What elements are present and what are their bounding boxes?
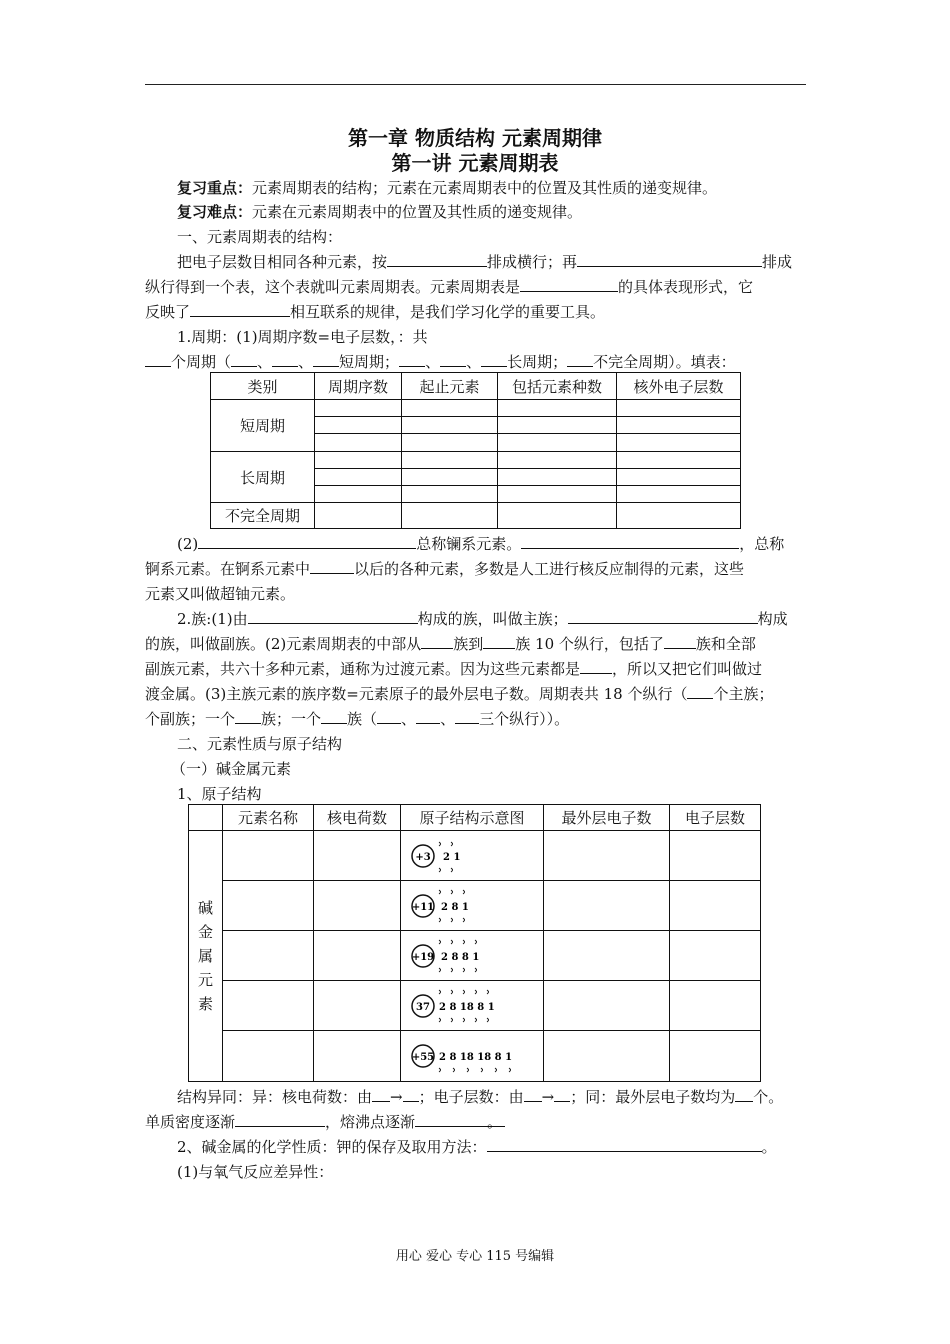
atom-structure-icon <box>409 986 519 1026</box>
atom-structure-icon <box>409 936 519 976</box>
section2-item3: (1)与氧气反应差异性： <box>177 1163 334 1181</box>
blank[interactable] <box>321 707 347 724</box>
section2-heading: 二、元素性质与原子结构 <box>177 735 343 753</box>
atom-structure-icon <box>409 1036 529 1076</box>
th: 起止元素 <box>402 373 498 400</box>
text: 、 <box>440 710 456 728</box>
nucleus: +55 <box>411 1052 435 1063</box>
s1-p3-a: 反映了 <box>145 303 191 321</box>
blank[interactable] <box>440 350 466 367</box>
cell[interactable] <box>544 981 670 1031</box>
s1-p4 <box>145 532 838 556</box>
cell[interactable] <box>315 417 402 434</box>
text: 单质密度逐渐 <box>145 1113 236 1131</box>
cell[interactable] <box>402 452 498 469</box>
text: 个周期（ <box>171 353 232 371</box>
cell[interactable] <box>315 503 402 529</box>
blank[interactable] <box>524 1085 542 1102</box>
th-blank <box>189 805 223 831</box>
cell[interactable] <box>315 469 402 486</box>
blank[interactable] <box>416 707 440 724</box>
section2-item1: 1、原子结构 <box>177 785 262 803</box>
text: 的族，叫做副族。(2)元素周期表的中部从 <box>145 635 422 653</box>
review-diff-text: 元素在元素周期表中的位置及其性质的递变规律。 <box>252 203 583 221</box>
cell[interactable] <box>402 400 498 417</box>
blank[interactable] <box>190 300 290 317</box>
s1-p3-b: 相互联系的规律，是我们学习化学的重要工具。 <box>290 303 606 321</box>
th: 电子层数 <box>670 805 761 831</box>
text: 构成的族，叫做主族； <box>417 610 568 628</box>
text: → <box>541 1088 555 1106</box>
th: 周期序数 <box>315 373 402 400</box>
cell[interactable] <box>315 452 402 469</box>
th: 核外电子层数 <box>617 373 741 400</box>
nucleus: +19 <box>411 951 435 963</box>
text: 族和全部 <box>695 635 756 653</box>
s1-p1-b: 排成横行；再 <box>487 253 578 271</box>
shells: 2 8 8 1 <box>441 951 480 963</box>
blank[interactable] <box>421 632 453 649</box>
shells: 2 8 18 8 1 <box>439 1001 495 1013</box>
th: 原子结构示意图 <box>401 805 544 831</box>
th: 包括元素种数 <box>498 373 617 400</box>
cell[interactable] <box>314 831 401 881</box>
atom-diagram-li <box>401 831 544 881</box>
cell[interactable] <box>670 1031 761 1082</box>
text: ，熔沸点逐渐 <box>325 1113 416 1131</box>
text: 锕系元素。在锕系元素中 <box>145 560 311 578</box>
blank[interactable] <box>568 607 758 624</box>
section2-sub: （一）碱金属元素 <box>171 760 292 778</box>
text: 、 <box>401 710 417 728</box>
th: 类别 <box>211 373 315 400</box>
cell[interactable] <box>402 434 498 452</box>
th: 核电荷数 <box>314 805 401 831</box>
group-line-4 <box>145 682 806 706</box>
text: 属 <box>197 947 213 965</box>
s1-p2 <box>145 275 806 299</box>
atom-diagram-na <box>401 881 544 931</box>
blank[interactable] <box>735 1085 753 1102</box>
shells: 2 8 1 <box>441 901 469 913</box>
atom-structure-icon <box>409 836 519 876</box>
group-line-1 <box>145 607 838 631</box>
text: ，所以又把它们叫做过 <box>612 660 763 678</box>
blank[interactable] <box>483 632 515 649</box>
cell[interactable] <box>223 881 314 931</box>
cell[interactable] <box>544 881 670 931</box>
s1-p2-b: 的具体表现形式，它 <box>618 278 754 296</box>
nucleus: +3 <box>415 851 431 863</box>
s1-p2-a: 纵行得到一个表，这个表就叫元素周期表。元素周期表是 <box>145 278 521 296</box>
cell[interactable] <box>402 469 498 486</box>
text: 。 <box>761 1138 777 1156</box>
text: 、 <box>298 353 314 371</box>
blank[interactable] <box>377 707 401 724</box>
blank[interactable] <box>521 532 739 549</box>
blank[interactable] <box>372 1085 390 1102</box>
cell[interactable] <box>498 469 617 486</box>
cell[interactable] <box>402 503 498 529</box>
cell[interactable] <box>314 931 401 981</box>
cell[interactable] <box>544 1031 670 1082</box>
s1-p5 <box>145 557 806 581</box>
text: 族 10 个纵行，包括了 <box>515 635 664 653</box>
s1-p1-c: 排成 <box>762 253 793 271</box>
blank[interactable] <box>235 1110 325 1127</box>
review-key <box>145 176 838 200</box>
group-line-3 <box>145 657 806 681</box>
blank[interactable] <box>687 682 713 699</box>
blank[interactable] <box>310 557 354 574</box>
blank[interactable] <box>554 1085 570 1102</box>
cell[interactable] <box>223 981 314 1031</box>
text: 个主族； <box>713 685 774 703</box>
text: 2、碱金属的化学性质：钾的保存及取用方法： <box>177 1138 487 1156</box>
period-line-b <box>145 350 806 374</box>
cell[interactable] <box>617 434 741 452</box>
cell[interactable] <box>223 831 314 881</box>
text: 。 <box>487 1110 505 1127</box>
text: 元 <box>197 971 213 989</box>
blank[interactable] <box>387 250 487 267</box>
text: 个副族；一个 <box>145 710 236 728</box>
text: ，总称 <box>739 535 785 553</box>
blank[interactable] <box>272 350 298 367</box>
text: 碱 <box>197 899 213 917</box>
text: 长周期； <box>507 353 568 371</box>
text: ；电子层数：由 <box>418 1088 524 1106</box>
group-line-5 <box>145 707 806 731</box>
text: 、 <box>257 353 273 371</box>
period-table <box>210 372 741 529</box>
blank[interactable] <box>567 350 593 367</box>
nucleus: +11 <box>411 901 435 913</box>
cell[interactable] <box>498 452 617 469</box>
density-line <box>145 1110 806 1134</box>
top-rule <box>145 84 806 85</box>
s1-p1-a: 把电子层数目相同各种元素，按 <box>177 253 388 271</box>
cell[interactable] <box>498 486 617 503</box>
blank[interactable] <box>198 532 416 549</box>
blank[interactable] <box>664 632 696 649</box>
text: → <box>390 1088 403 1106</box>
text: 、 <box>425 353 441 371</box>
structure-compare-line <box>145 1085 838 1109</box>
cell[interactable] <box>402 486 498 503</box>
cell[interactable] <box>315 434 402 452</box>
text: 族（ <box>347 710 378 728</box>
th: 元素名称 <box>223 805 314 831</box>
blank[interactable] <box>313 350 339 367</box>
blank[interactable] <box>145 350 171 367</box>
cell[interactable] <box>314 881 401 931</box>
text: 构成 <box>757 610 788 628</box>
blank[interactable] <box>487 1135 762 1152</box>
blank[interactable] <box>580 657 612 674</box>
cell[interactable] <box>670 931 761 981</box>
cell[interactable] <box>617 400 741 417</box>
group-line-2 <box>145 632 806 656</box>
cell[interactable] <box>670 831 761 881</box>
s1-p3 <box>145 300 806 324</box>
cell[interactable] <box>498 417 617 434</box>
shells: 2 1 <box>443 851 461 863</box>
text: 总称镧系元素。 <box>416 535 522 553</box>
cell[interactable] <box>498 434 617 452</box>
cell[interactable] <box>498 503 617 529</box>
cell[interactable] <box>315 486 402 503</box>
cell[interactable] <box>617 486 741 503</box>
review-diff-label: 复习难点： <box>177 203 253 221</box>
blank[interactable] <box>235 707 261 724</box>
section1-heading: 一、元素周期表的结构： <box>177 228 343 246</box>
cell[interactable] <box>617 469 741 486</box>
review-key-label: 复习重点： <box>177 179 253 197</box>
row-label: 不完全周期 <box>211 503 315 529</box>
shells: 2 8 18 18 8 1 <box>439 1052 513 1063</box>
blank[interactable] <box>520 275 618 292</box>
text: 、 <box>466 353 482 371</box>
blank[interactable] <box>415 1110 487 1127</box>
text: 结构异同：异：核电荷数：由 <box>177 1088 373 1106</box>
cell[interactable] <box>498 400 617 417</box>
atom-diagram-rb <box>401 981 544 1031</box>
cell[interactable] <box>670 881 761 931</box>
text: 金 <box>197 923 213 941</box>
cell[interactable] <box>670 981 761 1031</box>
text: ；同：最外层电子数均为 <box>570 1088 736 1106</box>
text: 族；一个 <box>261 710 322 728</box>
atom-diagram-k <box>401 931 544 981</box>
cell[interactable] <box>617 452 741 469</box>
atom-diagram-cs <box>401 1031 544 1082</box>
side-label <box>189 831 223 1082</box>
page-footer: 用心 爱心 专心 115 号编辑 <box>395 1249 555 1264</box>
cell[interactable] <box>314 981 401 1031</box>
blank[interactable] <box>231 350 257 367</box>
nucleus: 37 <box>416 1001 430 1013</box>
cell[interactable] <box>315 400 402 417</box>
row-label: 短周期 <box>211 400 315 452</box>
blank[interactable] <box>399 350 425 367</box>
atom-structure-icon <box>409 886 519 926</box>
text: 以后的各种元素，多数是人工进行核反应制得的元素，这些 <box>354 560 745 578</box>
cell[interactable] <box>617 503 741 529</box>
chapter-title: 第一章 物质结构 元素周期律 <box>348 126 602 150</box>
blank[interactable] <box>577 250 762 267</box>
text: (2) <box>177 535 199 553</box>
blank[interactable] <box>248 607 418 624</box>
cell[interactable] <box>544 831 670 881</box>
cell[interactable] <box>314 1031 401 1082</box>
text: 个。 <box>753 1088 784 1106</box>
text: 渡金属。(3)主族元素的族序数=元素原子的最外层电子数。周期表共 18 个纵行（ <box>145 685 688 703</box>
text: 素 <box>197 995 213 1013</box>
cell[interactable] <box>223 1031 314 1082</box>
cell[interactable] <box>402 417 498 434</box>
blank[interactable] <box>481 350 507 367</box>
text: 2.族:(1)由 <box>177 610 248 628</box>
period-line-a: 1.周期：(1)周期序数=电子层数，：共 <box>177 328 428 346</box>
text: 短周期； <box>339 353 400 371</box>
th: 最外层电子数 <box>544 805 670 831</box>
lecture-title: 第一讲 元素周期表 <box>391 151 559 175</box>
text: 三个纵行））。 <box>479 710 570 728</box>
text: 不完全周期）。填表： <box>593 353 736 371</box>
s1-p1 <box>145 250 838 274</box>
blank[interactable] <box>455 707 479 724</box>
blank[interactable] <box>403 1085 419 1102</box>
cell[interactable] <box>544 931 670 981</box>
review-diff <box>145 200 838 224</box>
text: 族到 <box>453 635 484 653</box>
alkali-table <box>188 804 761 1082</box>
s1-p6: 元素又叫做超铀元素。 <box>145 585 296 603</box>
row-label: 长周期 <box>211 452 315 503</box>
cell[interactable] <box>617 417 741 434</box>
review-key-text: 元素周期表的结构；元素在元素周期表中的位置及其性质的递变规律。 <box>252 179 718 197</box>
section2-item2 <box>145 1135 838 1159</box>
text: 副族元素，共六十多种元素，通称为过渡元素。因为这些元素都是 <box>145 660 581 678</box>
cell[interactable] <box>223 931 314 981</box>
